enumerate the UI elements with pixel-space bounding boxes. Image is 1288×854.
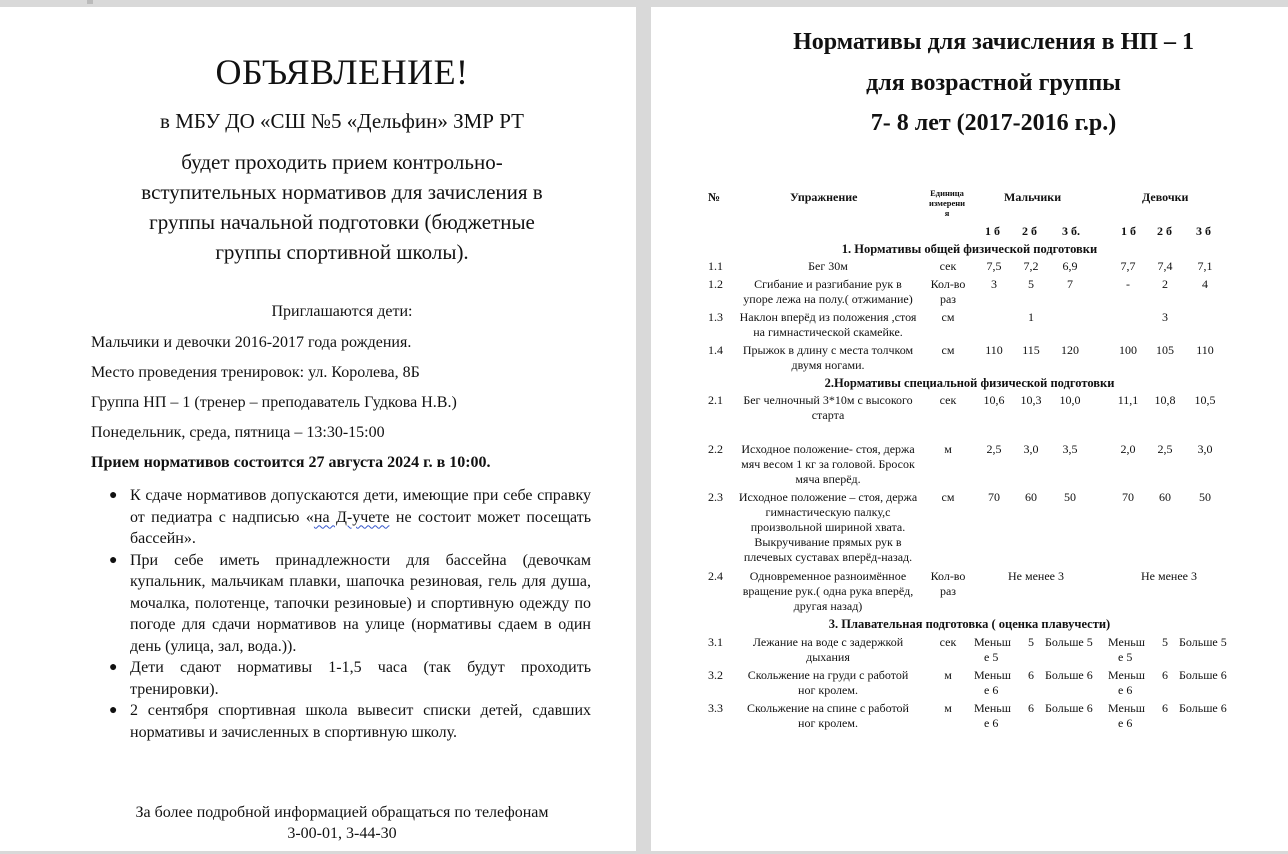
row-value: 3,0 (1023, 442, 1039, 456)
col-header-girls: Девочки (1142, 190, 1189, 204)
bullet-icon: ● (109, 552, 118, 568)
right-page (651, 7, 1288, 851)
row-exercise: Скольжение на груди с работой ног кролем. (747, 668, 909, 697)
col-header-b3: 3 б. (1062, 224, 1080, 238)
row-value: Больше 6 (1179, 668, 1227, 682)
row-num: 1.1 (708, 259, 723, 273)
row-value: 100 (1119, 343, 1137, 357)
row-value: 60 (1025, 490, 1037, 504)
row-num: 2.3 (708, 490, 723, 504)
row-num: 1.2 (708, 277, 723, 291)
body-line: группы начальной подготовки (бюджетные (149, 210, 535, 234)
row-value: 120 (1061, 343, 1079, 357)
row-value: 5 (1028, 635, 1034, 649)
announcement-body (100, 147, 584, 267)
row-unit: м (944, 668, 952, 682)
row-value: 4 (1202, 277, 1208, 291)
row-value: 7,2 (1023, 259, 1039, 273)
page-corner-marker (87, 0, 93, 4)
row-exercise: Сгибание и разгибание рук в упоре лежа на полу.( отжимание) (743, 277, 913, 306)
row-unit: сек (939, 259, 957, 273)
bullet-icon: ● (109, 488, 118, 503)
row-value: 10,6 (983, 393, 1005, 407)
section-heading-general: 1. Нормативы общей физической подготовки (841, 242, 1098, 256)
row-value: 5 (1028, 277, 1034, 291)
row-value: 6 (1162, 701, 1168, 715)
organization-line: в МБУ ДО «СШ №5 «Дельфин» ЗМР РТ (160, 109, 524, 133)
body-line: группы спортивной школы). (215, 240, 469, 264)
row-exercise: Одновременное разноимённое вращение рук.( одна рука вперёд, другая назад) (742, 569, 914, 613)
section-heading-special: 2.Нормативы специальной физической подготовки (824, 376, 1115, 390)
standards-table (651, 7, 1288, 851)
row-value: Меньш е 6 (974, 668, 1011, 697)
row-exercise: Бег 30м (808, 259, 848, 273)
row-value: 1 (1028, 310, 1034, 324)
row-value-merged: Не менее 3 (1008, 569, 1064, 583)
row-num: 3.3 (708, 701, 723, 715)
row-value: 6 (1028, 668, 1034, 682)
row-value: 6 (1028, 701, 1034, 715)
row-value: 7,1 (1197, 259, 1213, 273)
row-value: Больше 6 (1045, 701, 1093, 715)
info-group: Группа НП – 1 (тренер – преподаватель Гудкова Н.В.) (91, 394, 457, 411)
col-header-b2: 2 б (1022, 224, 1037, 238)
row-value: 7 (1067, 277, 1073, 291)
row-exercise: Прыжок в длину с места толчком двумя ногами. (742, 343, 914, 372)
row-value: 70 (988, 490, 1000, 504)
row-value: 6 (1162, 668, 1168, 682)
row-num: 2.2 (708, 442, 723, 456)
row-value: 2 (1162, 277, 1168, 291)
row-exercise: Лежание на воде с задержкой дыхания (752, 635, 904, 664)
row-exercise: Наклон вперёд из положения ,стоя на гимнастической скамейке. (739, 310, 917, 339)
row-value: 50 (1064, 490, 1076, 504)
row-value: Меньш е 6 (1108, 668, 1145, 697)
row-value: 3 (991, 277, 997, 291)
col-header-num: № (708, 190, 721, 204)
col-header-g2: 2 б (1157, 224, 1172, 238)
row-value: 10,0 (1059, 393, 1081, 407)
row-unit: сек (939, 635, 957, 649)
standards-age-range: 7- 8 лет (2017-2016 г.р.) (870, 110, 1117, 136)
requirements-list (91, 485, 591, 743)
row-unit: см (941, 310, 955, 324)
row-unit: см (941, 490, 955, 504)
row-value: 115 (1022, 343, 1040, 357)
standards-title: Нормативы для зачисления в НП – 1 (793, 29, 1194, 55)
list-item: ● К сдаче нормативов допускаются дети, имеющие при себе справку от педиатра с надписью «на Д-учете не состоит может посещать бассейн». (109, 487, 592, 547)
row-unit: Кол-во раз (930, 277, 966, 306)
row-num: 2.4 (708, 569, 723, 583)
row-exercise: Исходное положение- стоя, держа мяч весом 1 кг за головой. Бросок мяча вперёд. (741, 442, 915, 486)
row-value: 2,0 (1120, 442, 1136, 456)
col-header-exercise: Упражнение (790, 190, 858, 204)
row-num: 2.1 (708, 393, 723, 407)
row-value: 10,3 (1020, 393, 1042, 407)
list-item: ● Дети сдают нормативы 1-1,5 часа (так будут проходить тренировки). (109, 659, 591, 698)
contact-phones: 3-00-01, 3-44-30 (287, 825, 397, 842)
row-value: 7,7 (1120, 259, 1136, 273)
row-value: Меньш е 5 (1108, 635, 1145, 664)
row-value: 50 (1199, 490, 1211, 504)
row-value: Меньш е 5 (974, 635, 1011, 664)
row-value: 10,8 (1154, 393, 1176, 407)
contact-text: За более подробной информацией обращаться по телефонам (135, 804, 549, 821)
body-line: будет проходить прием контрольно- (181, 150, 503, 174)
row-value: Больше 5 (1179, 635, 1227, 649)
announcement-title: ОБЪЯВЛЕНИЕ! (215, 52, 469, 92)
row-value: 5 (1162, 635, 1168, 649)
spellcheck-underline: на Д-учете (313, 508, 390, 526)
row-value: 7,5 (986, 259, 1002, 273)
col-header-unit: Единица измерени я (928, 188, 966, 218)
row-exercise: Исходное положение – стоя, держа гимнастическую палку,с произвольной шириной хвата. Выкручивание прямых рук в плечевых суставах вперёд-назад. (738, 490, 918, 564)
row-value: Больше 6 (1179, 701, 1227, 715)
row-value: 110 (1196, 343, 1214, 357)
exam-date-line: Прием нормативов состоится 27 августа 2024 г. в 10:00. (91, 454, 491, 471)
row-unit: см (941, 343, 955, 357)
row-value: 2,5 (1157, 442, 1173, 456)
row-value: Меньш е 6 (974, 701, 1011, 730)
contact-info (0, 802, 636, 844)
row-exercise: Скольжение на спине с работой ног кролем. (747, 701, 909, 730)
row-unit: м (944, 442, 952, 456)
row-value: 7,4 (1157, 259, 1173, 273)
body-line: вступительных нормативов для зачисления в (141, 180, 543, 204)
left-page (0, 7, 636, 851)
info-schedule: Понедельник, среда, пятница – 13:30-15:00 (91, 424, 385, 441)
row-value: 60 (1159, 490, 1171, 504)
col-header-g1: 1 б (1121, 224, 1136, 238)
row-unit: м (944, 701, 952, 715)
list-item: ● При себе иметь принадлежности для бассейна (девочкам купальник, мальчикам плавки, шапочка резиновая, гель для душа, мочалка, полотенце, тапочки резиновые) и спортивную одежду по погоде для сдачи нормативов на улице (нормативы сдаем в один день (улица, зал, вода.)). (109, 551, 591, 655)
row-value: - (1126, 277, 1130, 291)
row-exercise: Бег челночный 3*10м с высокого старта (743, 393, 913, 422)
row-value: Меньш е 6 (1108, 701, 1145, 730)
standards-subtitle: для возрастной группы (866, 70, 1121, 96)
row-num: 3.1 (708, 635, 723, 649)
row-value: 6,9 (1062, 259, 1078, 273)
row-value-merged: Не менее 3 (1141, 569, 1197, 583)
row-num: 1.3 (708, 310, 723, 324)
bullet-icon: ● (109, 703, 118, 718)
row-num: 3.2 (708, 668, 723, 682)
info-location: Место проведения тренировок: ул. Королева, 8Б (91, 364, 420, 381)
row-unit: Кол-во раз (930, 569, 966, 598)
row-value: 3 (1162, 310, 1168, 324)
bullet-icon: ● (109, 660, 118, 675)
row-value: Больше 5 (1045, 635, 1093, 649)
section-heading-swimming: 3. Плавательная подготовка ( оценка плавучести) (828, 617, 1111, 631)
row-value: 3,0 (1197, 442, 1213, 456)
info-age: Мальчики и девочки 2016-2017 года рождения. (91, 334, 412, 351)
invite-heading: Приглашаются дети: (271, 303, 413, 320)
row-value: 70 (1122, 490, 1134, 504)
list-item: ● 2 сентября спортивная школа вывесит списки детей, сдавших нормативы и зачисленных в спортивную школу. (109, 702, 591, 741)
row-value: 2,5 (986, 442, 1002, 456)
row-value: 11,1 (1117, 393, 1139, 407)
row-value: 110 (985, 343, 1003, 357)
row-value: Больше 6 (1045, 668, 1093, 682)
row-value: 3,5 (1062, 442, 1078, 456)
col-header-g3: 3 б (1196, 224, 1211, 238)
row-unit: сек (939, 393, 957, 407)
col-header-boys: Мальчики (1004, 190, 1062, 204)
row-num: 1.4 (708, 343, 723, 357)
col-header-b1: 1 б (985, 224, 1000, 238)
row-value: 10,5 (1194, 393, 1216, 407)
row-value: 105 (1156, 343, 1174, 357)
